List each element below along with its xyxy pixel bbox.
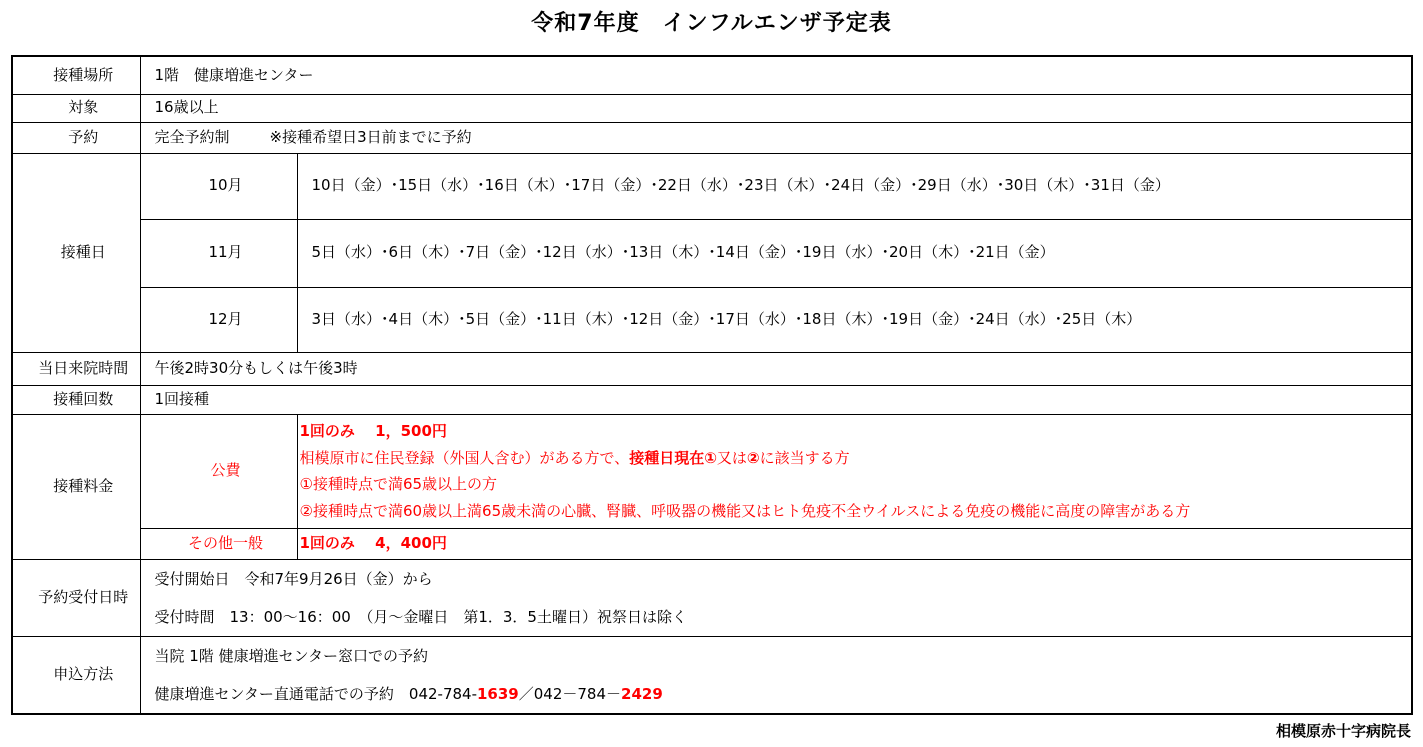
phone-number-2: 2429: [621, 684, 663, 703]
row-booking: [12, 559, 1412, 636]
booking-hours: 受付時間 13：00～16：00 （月～金曜日 第1．3．5土曜日）祝祭日は除く: [154, 607, 687, 626]
issuer: 相模原赤十字病院長: [1275, 722, 1411, 740]
phone-number-1: 1639: [477, 684, 519, 703]
condition-tail: に該当する方: [759, 448, 850, 467]
fee-public-label: 公費: [140, 414, 297, 528]
label-place: 接種場所: [12, 56, 140, 94]
fee-public-price: 1回のみ 1，500円: [299, 422, 447, 440]
month-nov: 11月: [140, 219, 297, 287]
value-place: 1階 健康増進センター: [140, 56, 1412, 94]
phone-prefix-2: ／042－784－: [518, 684, 622, 703]
label-booking: 予約受付日時: [12, 559, 140, 636]
row-dates-nov: [12, 219, 1412, 287]
booking-start: 受付開始日 令和7年9月26日（金）から: [154, 569, 433, 588]
month-dec: 12月: [140, 287, 297, 352]
label-reservation: 予約: [12, 122, 140, 153]
value-count: 1回接種: [140, 385, 1412, 414]
value-target: 16歳以上: [140, 94, 1412, 122]
condition-text: 相模原市に住民登録（外国人含む）がある方で、: [299, 448, 630, 467]
condition-emphasis: 接種日現在①: [629, 448, 717, 467]
phone-prefix-1: 健康増進センター直通電話での予約 042-784-: [154, 684, 477, 703]
days-dec: 3日（水）･4日（木）･5日（金）･11日（木）･12日（金）･17日（水）･18日（木）･19日（金）･24日（水）･25日（木）: [297, 287, 1412, 352]
reservation-type: 完全予約制: [154, 127, 230, 146]
fee-general-label: その他一般: [140, 528, 297, 559]
value-booking: [140, 559, 1412, 636]
value-reservation: [140, 122, 1412, 153]
value-apply: [140, 636, 1412, 714]
label-apply: 申込方法: [12, 636, 140, 714]
apply-counter: 当院 1階 健康増進センター窓口での予約: [154, 646, 428, 665]
row-reservation: [12, 122, 1412, 153]
condition-or: 又は: [716, 448, 747, 467]
row-count: [12, 385, 1412, 414]
value-arrival: 午後2時30分もしくは午後3時: [140, 352, 1412, 385]
fee-public-condition: [298, 445, 1412, 472]
label-target: 対象: [12, 94, 140, 122]
row-dates-dec: [12, 287, 1412, 352]
row-target: [12, 94, 1412, 122]
fee-public-item1: ①接種時点で満65歳以上の方: [299, 475, 498, 493]
page-title: 令和7年度 インフルエンザ予定表: [531, 11, 892, 36]
row-place: [12, 56, 1412, 94]
fee-public-item2: ②接種時点で満60歳以上満65歳未満の心臓、腎臓、呼吸器の機能又はヒト免疫不全ウイルスによる免疫の機能に高度の障害がある方: [299, 501, 1191, 520]
row-apply: [12, 636, 1412, 714]
row-arrival: [12, 352, 1412, 385]
fee-general-price: 1回のみ 4，400円: [297, 528, 1412, 559]
label-fee: 接種料金: [12, 414, 140, 559]
apply-phone: [155, 675, 1412, 713]
label-dates: 接種日: [12, 153, 140, 352]
days-nov: 5日（水）･6日（木）･7日（金）･12日（水）･13日（木）･14日（金）･19日（水）･20日（木）･21日（金）: [297, 219, 1412, 287]
fee-public-detail: [297, 414, 1412, 528]
row-dates-oct: [12, 153, 1412, 219]
row-fee-general: [12, 528, 1412, 559]
condition-emphasis-2: ②: [746, 448, 760, 467]
label-arrival: 当日来院時間: [12, 352, 140, 385]
schedule-table: [11, 55, 1413, 715]
reservation-note: ※接種希望日3日前までに予約: [269, 127, 472, 146]
label-count: 接種回数: [12, 385, 140, 414]
days-oct: 10日（金）･15日（水）･16日（木）･17日（金）･22日（水）･23日（木）･24日（金）･29日（水）･30日（木）･31日（金）: [297, 153, 1412, 219]
row-fee-public: [12, 414, 1412, 528]
month-oct: 10月: [140, 153, 297, 219]
